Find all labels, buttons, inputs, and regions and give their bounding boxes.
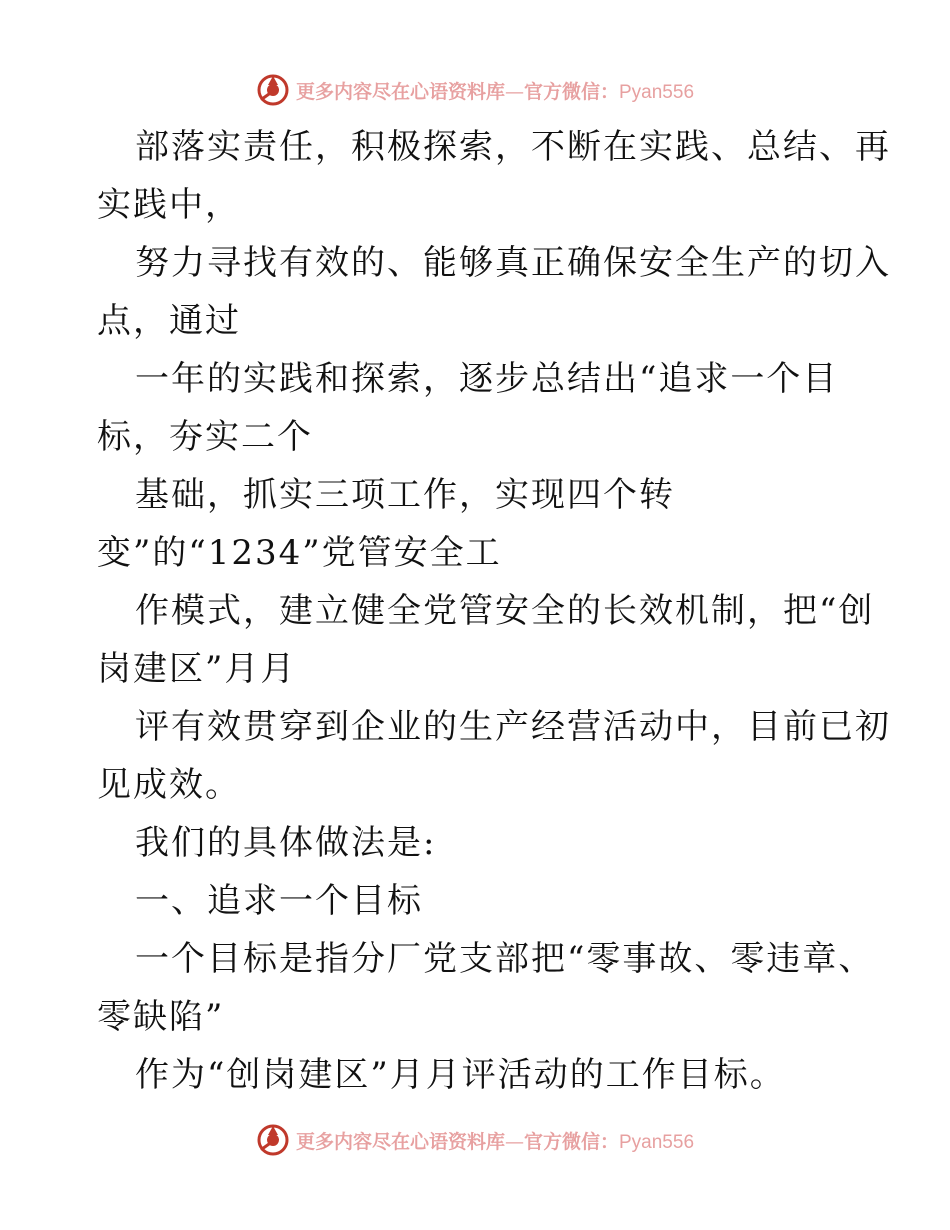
paragraph-line: 见成效。 xyxy=(97,765,241,805)
watermark-account: Pyan556 xyxy=(619,1131,695,1153)
paragraph-line: 一年的实践和探索，逐步总结出“追求一个目 xyxy=(135,359,839,399)
watermark-suffix: 官方微信： xyxy=(523,80,619,103)
watermark-separator: — xyxy=(504,80,524,103)
document-body xyxy=(97,118,891,1104)
paragraph-line: 评有效贯穿到企业的生产经营活动中，目前已初 xyxy=(135,707,891,747)
paragraph-line: 努力寻找有效的、能够真正确保安全生产的切入 xyxy=(135,243,891,283)
paragraph-line: 基础，抓实三项工作，实现四个转 xyxy=(135,475,675,515)
watermark-text xyxy=(296,1127,694,1154)
paragraph-line: 点，通过 xyxy=(97,301,241,341)
logo-icon xyxy=(256,73,290,107)
watermark-text xyxy=(296,77,694,104)
watermark-prefix: 更多内容尽在心语资料库 xyxy=(295,1130,505,1153)
paragraph-line: 作模式，建立健全党管安全的长效机制，把“创 xyxy=(135,591,875,631)
watermark-separator: — xyxy=(504,1130,524,1153)
footer-watermark xyxy=(0,1120,950,1160)
paragraph-line: 作为“创岗建区”月月评活动的工作目标。 xyxy=(135,1055,786,1095)
header-watermark xyxy=(0,70,950,110)
paragraph-line: 部落实责任，积极探索，不断在实践、总结、再 xyxy=(135,127,891,167)
paragraph-line: 岗建区”月月 xyxy=(97,649,297,689)
paragraph-line: 变”的“1234”党管安全工 xyxy=(97,533,502,573)
paragraph-line: 标，夯实二个 xyxy=(97,417,313,457)
watermark-prefix: 更多内容尽在心语资料库 xyxy=(295,80,505,103)
section-heading: 一、追求一个目标 xyxy=(135,881,423,921)
watermark-suffix: 官方微信： xyxy=(523,1130,619,1153)
logo-icon xyxy=(256,1123,290,1157)
paragraph-line: 零缺陷” xyxy=(97,997,225,1037)
paragraph-line: 我们的具体做法是: xyxy=(135,823,437,863)
watermark-account: Pyan556 xyxy=(619,81,695,103)
paragraph-line: 实践中， xyxy=(97,185,241,225)
paragraph-line: 一个目标是指分厂党支部把“零事故、零违章、 xyxy=(135,939,875,979)
